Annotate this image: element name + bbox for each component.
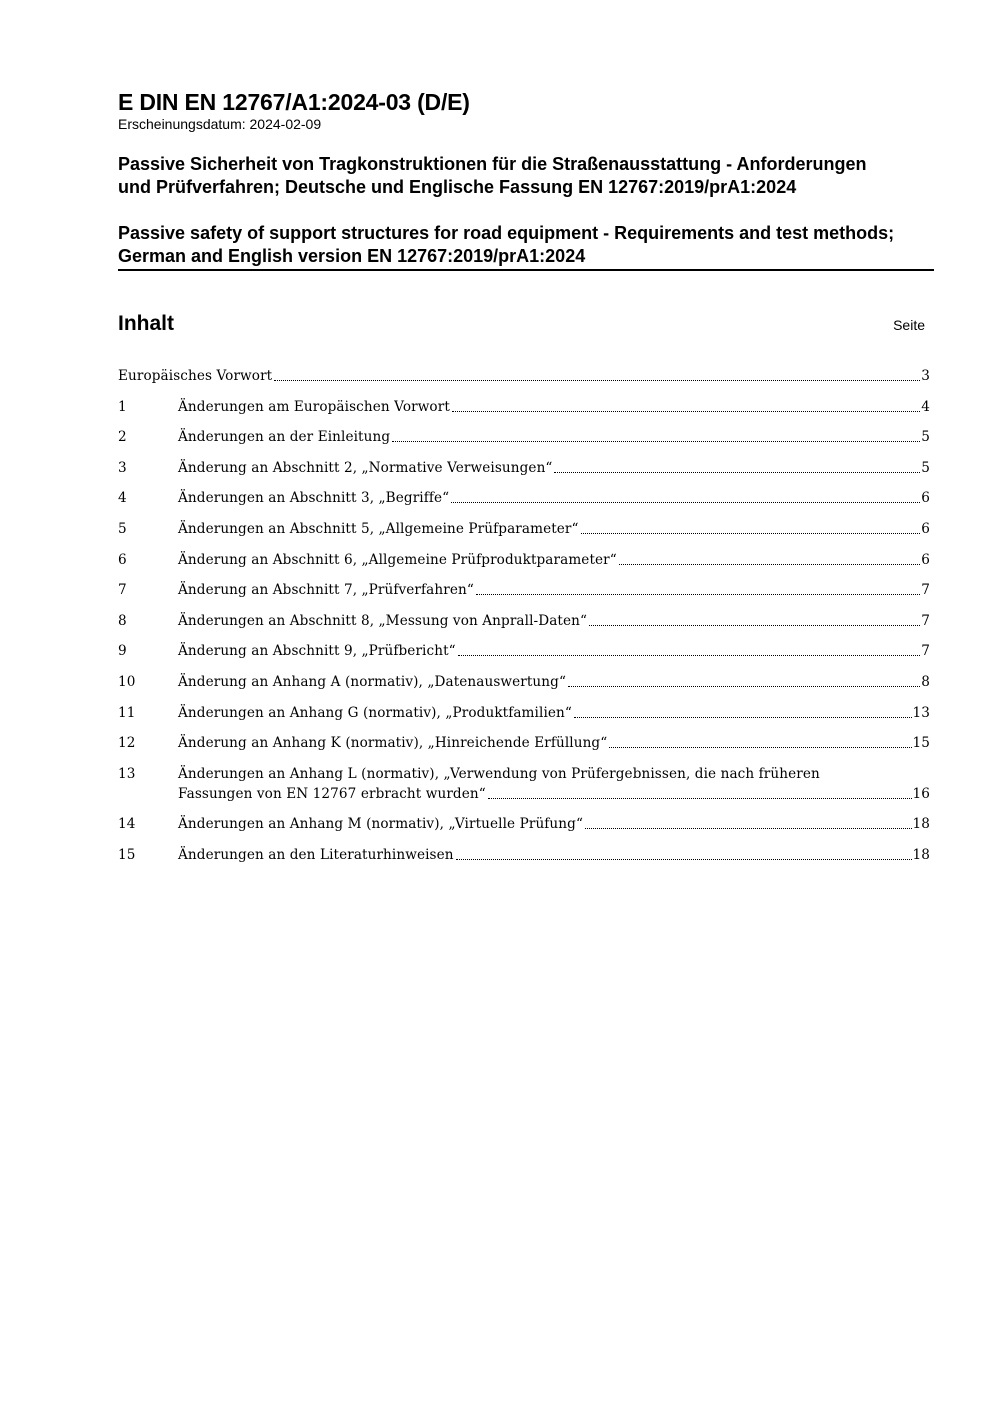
document-id: E DIN EN 12767/A1:2024-03 (D/E)	[118, 89, 470, 115]
toc-entry-page: 7	[921, 643, 930, 660]
toc-entry-page: 18	[912, 846, 930, 863]
toc-entry-text: Änderung an Abschnitt 6, „Allgemeine Prüfproduktparameter“	[178, 551, 617, 568]
toc-entry-text: Änderung an Abschnitt 2, „Normative Verweisungen“	[178, 459, 553, 476]
toc-entry-page: 6	[921, 490, 930, 507]
toc-entry-page: 16	[912, 785, 930, 802]
toc-entry-number: 2	[118, 429, 127, 446]
toc-entry-number: 8	[118, 612, 127, 629]
toc-entry-text-line-1: Änderungen an Anhang L (normativ), „Verwendung von Prüfergebnissen, die nach früheren	[178, 765, 820, 782]
toc-entry-text: Änderung an Abschnitt 9, „Prüfbericht“	[178, 643, 456, 660]
title-english: Passive safety of support structures for road equipment - Requirements and test methods; German and English version EN 12767:2019/prA1:2024	[118, 222, 934, 271]
dot-leader	[488, 798, 912, 799]
toc-entry-number: 6	[118, 551, 127, 568]
dot-leader	[619, 564, 920, 565]
dot-leader	[568, 686, 920, 687]
toc-entry-text: Änderungen am Europäischen Vorwort	[178, 398, 450, 415]
toc-entry-number: 14	[118, 816, 136, 833]
dot-leader	[574, 717, 912, 718]
toc-entry-page: 3	[921, 368, 930, 384]
dot-leader	[458, 655, 921, 656]
toc-entry-number: 1	[118, 398, 127, 415]
toc-entry-page: 7	[921, 582, 930, 599]
table-of-contents	[118, 366, 930, 865]
dot-leader	[274, 380, 920, 381]
title-german: Passive Sicherheit von Tragkonstruktionen für die Straßenausstattung - Anforderungen und Prüfverfahren; Deutsche und Englische Fassung EN 12767:2019/prA1:2024	[118, 154, 867, 197]
toc-entry-page: 6	[921, 551, 930, 568]
dot-leader	[452, 411, 920, 412]
toc-entry-page: 13	[912, 704, 930, 721]
toc-entry-4[interactable]	[118, 488, 930, 508]
toc-entry-preface[interactable]	[118, 366, 930, 386]
toc-entry-line-2	[178, 784, 930, 804]
toc-entry-number: 10	[118, 673, 136, 690]
dot-leader	[554, 472, 920, 473]
toc-entry-text: Europäisches Vorwort	[118, 368, 273, 384]
toc-entry-page: 4	[921, 398, 930, 415]
toc-entry-14[interactable]	[118, 814, 930, 834]
toc-entry-15[interactable]	[118, 845, 930, 865]
toc-heading: Inhalt	[118, 312, 174, 335]
toc-entry-page: 6	[921, 520, 930, 537]
toc-entry-number: 3	[118, 459, 127, 476]
toc-entry-7[interactable]	[118, 580, 930, 600]
toc-entry-text: Änderungen an der Einleitung	[178, 429, 391, 446]
toc-entry-number: 13	[118, 765, 136, 782]
dot-leader	[609, 747, 911, 748]
dot-leader	[476, 594, 920, 595]
toc-entry-text: Änderungen an Abschnitt 5, „Allgemeine Prüfparameter“	[178, 520, 579, 537]
toc-entry-number: 9	[118, 643, 127, 660]
dot-leader	[581, 533, 921, 534]
toc-entry-6[interactable]	[118, 550, 930, 570]
toc-entry-12[interactable]	[118, 733, 930, 753]
toc-entry-text: Änderungen an Anhang G (normativ), „Produktfamilien“	[178, 704, 572, 721]
toc-entry-2[interactable]	[118, 427, 930, 447]
toc-entry-number: 11	[118, 704, 136, 721]
publication-date: Erscheinungsdatum: 2024-02-09	[118, 116, 322, 132]
toc-entry-page: 5	[921, 459, 930, 476]
toc-entry-5[interactable]	[118, 519, 930, 539]
toc-entry-number: 12	[118, 735, 136, 752]
toc-entry-text: Änderungen an Abschnitt 3, „Begriffe“	[178, 490, 450, 507]
toc-entry-text: Änderung an Anhang A (normativ), „Datenauswertung“	[178, 673, 566, 690]
dot-leader	[392, 441, 920, 442]
toc-page-column-label: Seite	[893, 317, 925, 333]
toc-entry-3[interactable]	[118, 458, 930, 478]
toc-entry-13[interactable]	[118, 764, 930, 804]
document-page	[118, 88, 934, 876]
toc-entry-number: 7	[118, 582, 127, 599]
toc-entry-10[interactable]	[118, 672, 930, 692]
toc-entry-page: 15	[912, 735, 930, 752]
toc-entry-8[interactable]	[118, 611, 930, 631]
toc-entry-text: Änderungen an Abschnitt 8, „Messung von Anprall-Daten“	[178, 612, 588, 629]
toc-entry-9[interactable]	[118, 641, 930, 661]
dot-leader	[589, 625, 920, 626]
toc-header	[118, 311, 934, 341]
toc-entry-text: Änderung an Anhang K (normativ), „Hinreichende Erfüllung“	[178, 735, 608, 752]
toc-entry-text: Änderungen an Anhang M (normativ), „Virtuelle Prüfung“	[178, 816, 583, 833]
dot-leader	[456, 859, 912, 860]
toc-entry-page: 18	[912, 816, 930, 833]
toc-entry-text: Änderung an Abschnitt 7, „Prüfverfahren“	[178, 582, 474, 599]
toc-entry-page: 5	[921, 429, 930, 446]
toc-entry-11[interactable]	[118, 703, 930, 723]
toc-entry-number: 5	[118, 520, 127, 537]
dot-leader	[451, 502, 920, 503]
toc-entry-number: 4	[118, 490, 127, 507]
toc-entry-1[interactable]	[118, 397, 930, 417]
toc-entry-page: 7	[921, 612, 930, 629]
toc-entry-page: 8	[921, 673, 930, 690]
dot-leader	[585, 828, 912, 829]
toc-entry-text: Änderungen an den Literaturhinweisen	[178, 846, 454, 863]
toc-entry-number: 15	[118, 846, 136, 863]
toc-entry-text-line-2: Fassungen von EN 12767 erbracht wurden“	[178, 785, 486, 802]
